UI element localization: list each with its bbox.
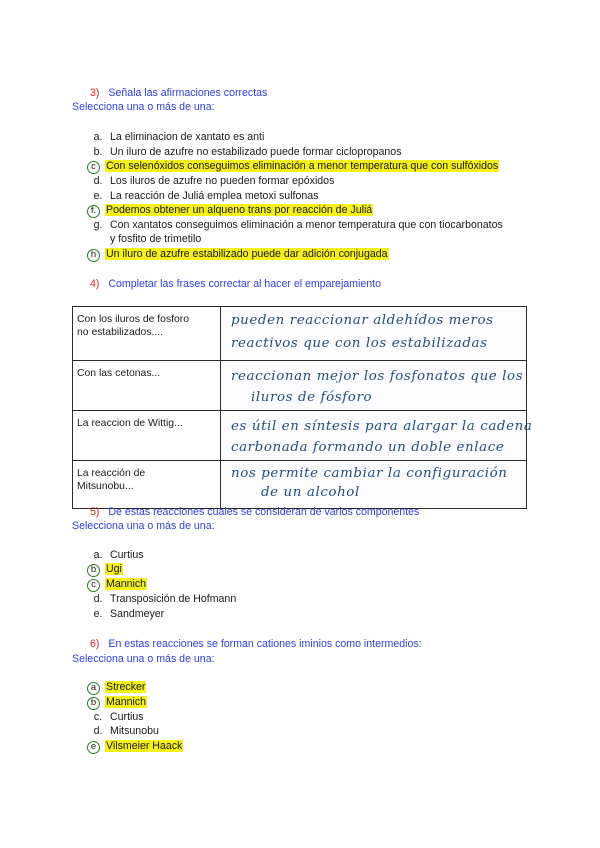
match-prompt: Con las cetonas... xyxy=(73,361,221,411)
q6-title: En estas reacciones se forman cationes iminios como intermedios: xyxy=(108,638,422,650)
q3-subtitle: Selecciona una o más de una: xyxy=(72,101,215,113)
match-prompt: La reacción de Mitsunobu... xyxy=(73,461,221,509)
q3-option-d[interactable]: d. Los iluros de azufre no pueden formar epóxidos xyxy=(93,175,335,187)
q4-number: 4) xyxy=(90,278,100,290)
q4-title: Completar las frases correctar al hacer el emparejamiento xyxy=(108,278,381,290)
q6-subtitle: Selecciona una o más de una: xyxy=(72,653,215,665)
q6-heading xyxy=(90,638,422,650)
match-prompt: Con los iluros de fosforo no estabilizados.... xyxy=(73,307,221,361)
match-row xyxy=(73,361,527,411)
q5-heading xyxy=(90,506,419,518)
q5-subtitle: Selecciona una o más de una: xyxy=(72,520,215,532)
selected-circle-icon: b xyxy=(87,697,100,710)
selected-circle-icon: e xyxy=(87,741,100,754)
q3-option-g-line2: y fosfito de trimetilo xyxy=(110,233,202,245)
match-answer[interactable]: reaccionan mejor los fosfonatos que los iluros de fósforo xyxy=(221,361,527,411)
q6-option-d[interactable]: d. Mitsunobu xyxy=(93,725,159,737)
q5-number: 5) xyxy=(90,506,100,518)
match-answer[interactable]: nos permite cambiar la configuración de un alcohol xyxy=(221,461,527,509)
q5-option-c[interactable]: c Mannich xyxy=(87,578,147,592)
match-row xyxy=(73,461,527,509)
matching-table xyxy=(72,306,533,509)
match-prompt: La reaccion de Wittig... xyxy=(73,411,221,461)
q3-option-c[interactable]: c Con selenóxidos conseguimos eliminación a menor temperatura que con sulfóxidos xyxy=(87,160,499,174)
q3-heading xyxy=(90,87,267,99)
q5-title: De estas reacciones cuales se consideran de varios componentes xyxy=(108,506,420,518)
selected-circle-icon: h xyxy=(87,249,100,262)
q5-option-b[interactable]: b Ugi xyxy=(87,563,123,577)
q3-option-e[interactable]: e. La reacción de Juliá emplea metoxi sulfonas xyxy=(93,190,319,202)
selected-circle-icon: a xyxy=(87,682,100,695)
selected-circle-icon: c xyxy=(87,161,100,174)
q3-option-b[interactable]: b. Un iluro de azufre no estabilizado puede formar ciclopropanos xyxy=(93,146,402,158)
q6-option-b[interactable]: b Mannich xyxy=(87,696,147,710)
match-row xyxy=(73,411,527,461)
q6-option-a[interactable]: a Strecker xyxy=(87,681,146,695)
q3-option-h[interactable]: h Un iluro de azufre estabilizado puede dar adición conjugada xyxy=(87,248,389,262)
q5-option-d[interactable]: d. Transposición de Hofmann xyxy=(93,593,237,605)
selected-circle-icon: b xyxy=(87,564,100,577)
match-answer[interactable]: pueden reaccionar aldehídos meros reactivos que con los estabilizadas xyxy=(221,307,527,361)
q3-option-g[interactable]: g. Con xantatos conseguimos eliminación a menor temperatura que con tiocarbonatos xyxy=(93,219,503,231)
selected-circle-icon: c xyxy=(87,579,100,592)
q6-option-c[interactable]: c. Curtius xyxy=(93,711,144,723)
selected-circle-icon: f. xyxy=(87,205,100,218)
q3-number: 3) xyxy=(90,87,100,99)
match-row xyxy=(73,307,527,361)
q3-option-a[interactable]: a. La eliminacion de xantato es anti xyxy=(93,131,265,143)
q6-number: 6) xyxy=(90,638,100,650)
q5-option-e[interactable]: e. Sandmeyer xyxy=(93,608,165,620)
q6-option-e[interactable]: e Vilsmeier Haack xyxy=(87,740,183,754)
q3-option-f[interactable]: f. Podemos obtener un alqueno trans por reacción de Juliá xyxy=(87,204,373,218)
match-answer[interactable]: es útil en síntesis para alargar la cadena carbonada formando un doble enlace xyxy=(221,411,527,461)
q5-option-a[interactable]: a. Curtius xyxy=(93,549,144,561)
q4-heading xyxy=(90,278,381,290)
q3-title: Señala las afirmaciones correctas xyxy=(108,87,268,99)
